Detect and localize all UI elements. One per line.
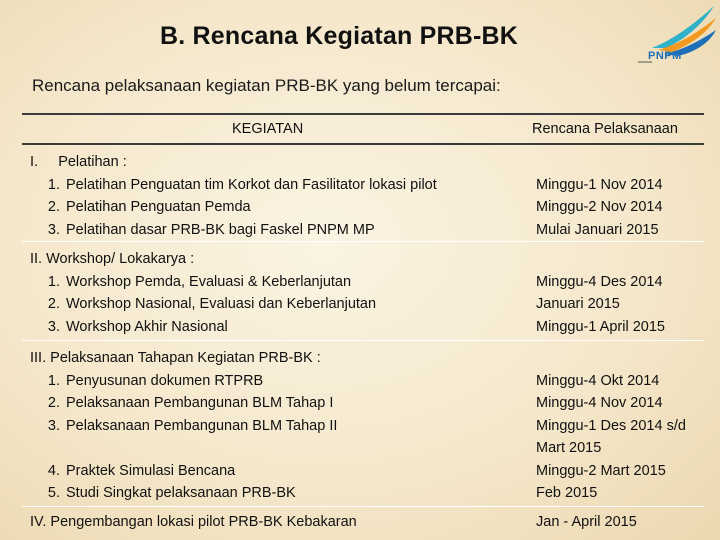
activity-table <box>22 113 704 537</box>
schedule-cell: Jan - April 2015 <box>536 514 637 530</box>
list-item: 1. Workshop Pemda, Evaluasi & Keberlanjutan <box>47 273 352 290</box>
list-item: 4. Praktek Simulasi Bencana <box>47 462 236 479</box>
list-item: 1. Penyusunan dokumen RTPRB <box>47 372 264 389</box>
list-item: 3. Pelatihan dasar PRB-BK bagi Faskel PNPM MP <box>47 221 375 238</box>
schedule-cell: Minggu-4 Des 2014 <box>536 273 663 290</box>
list-item: 1. Pelatihan Penguatan tim Korkot dan Fasilitator lokasi pilot <box>47 176 437 193</box>
subtitle: Rencana pelaksanaan kegiatan PRB-BK yang belum tercapai: <box>32 76 501 95</box>
logo-text: PNPM <box>648 50 682 62</box>
schedule-cell: Minggu-1 April 2015 <box>536 318 665 335</box>
header-rencana: Rencana Pelaksanaan <box>532 121 678 137</box>
schedule-cell: Januari 2015 <box>536 296 620 312</box>
header-kegiatan: KEGIATAN <box>232 121 304 137</box>
schedule-cell: Minggu-1 Nov 2014 <box>536 176 663 193</box>
section-heading: IV. Pengembangan lokasi pilot PRB-BK Kebakaran <box>30 514 357 530</box>
list-item: 3. Pelaksanaan Pembangunan BLM Tahap II <box>47 417 338 434</box>
schedule-cell: Minggu-2 Mart 2015 <box>536 462 666 479</box>
section-heading: III. Pelaksanaan Tahapan Kegiatan PRB-BK : <box>30 350 321 366</box>
page-title: B. Rencana Kegiatan PRB-BK <box>160 22 519 50</box>
list-item: 2. Pelaksanaan Pembangunan BLM Tahap I <box>47 395 334 411</box>
section-heading: II. Workshop/ Lokakarya : <box>30 251 195 267</box>
table-row <box>22 507 704 537</box>
schedule-cell: Mart 2015 <box>536 440 602 456</box>
list-item: 2. Pelatihan Penguatan Pemda <box>47 199 251 215</box>
schedule-cell: Minggu-1 Des 2014 s/d <box>536 417 686 434</box>
table-row <box>22 145 704 242</box>
table-header <box>22 113 704 145</box>
section-heading: I. Pelatihan : <box>30 154 127 170</box>
list-item <box>30 437 337 460</box>
list-item: 3. Workshop Akhir Nasional <box>47 318 228 335</box>
list-item: 5. Studi Singkat pelaksanaan PRB-BK <box>47 485 296 501</box>
schedule-cell: Minggu-2 Nov 2014 <box>536 199 663 215</box>
schedule-cell: Feb 2015 <box>536 485 598 501</box>
schedule-cell: Mulai Januari 2015 <box>536 221 659 238</box>
table-row <box>22 242 704 341</box>
schedule-cell: Minggu-4 Okt 2014 <box>536 372 660 389</box>
list-item: 2. Workshop Nasional, Evaluasi dan Keberlanjutan <box>47 296 377 312</box>
schedule-cell: Minggu-4 Nov 2014 <box>536 395 663 411</box>
table-row <box>22 341 704 507</box>
